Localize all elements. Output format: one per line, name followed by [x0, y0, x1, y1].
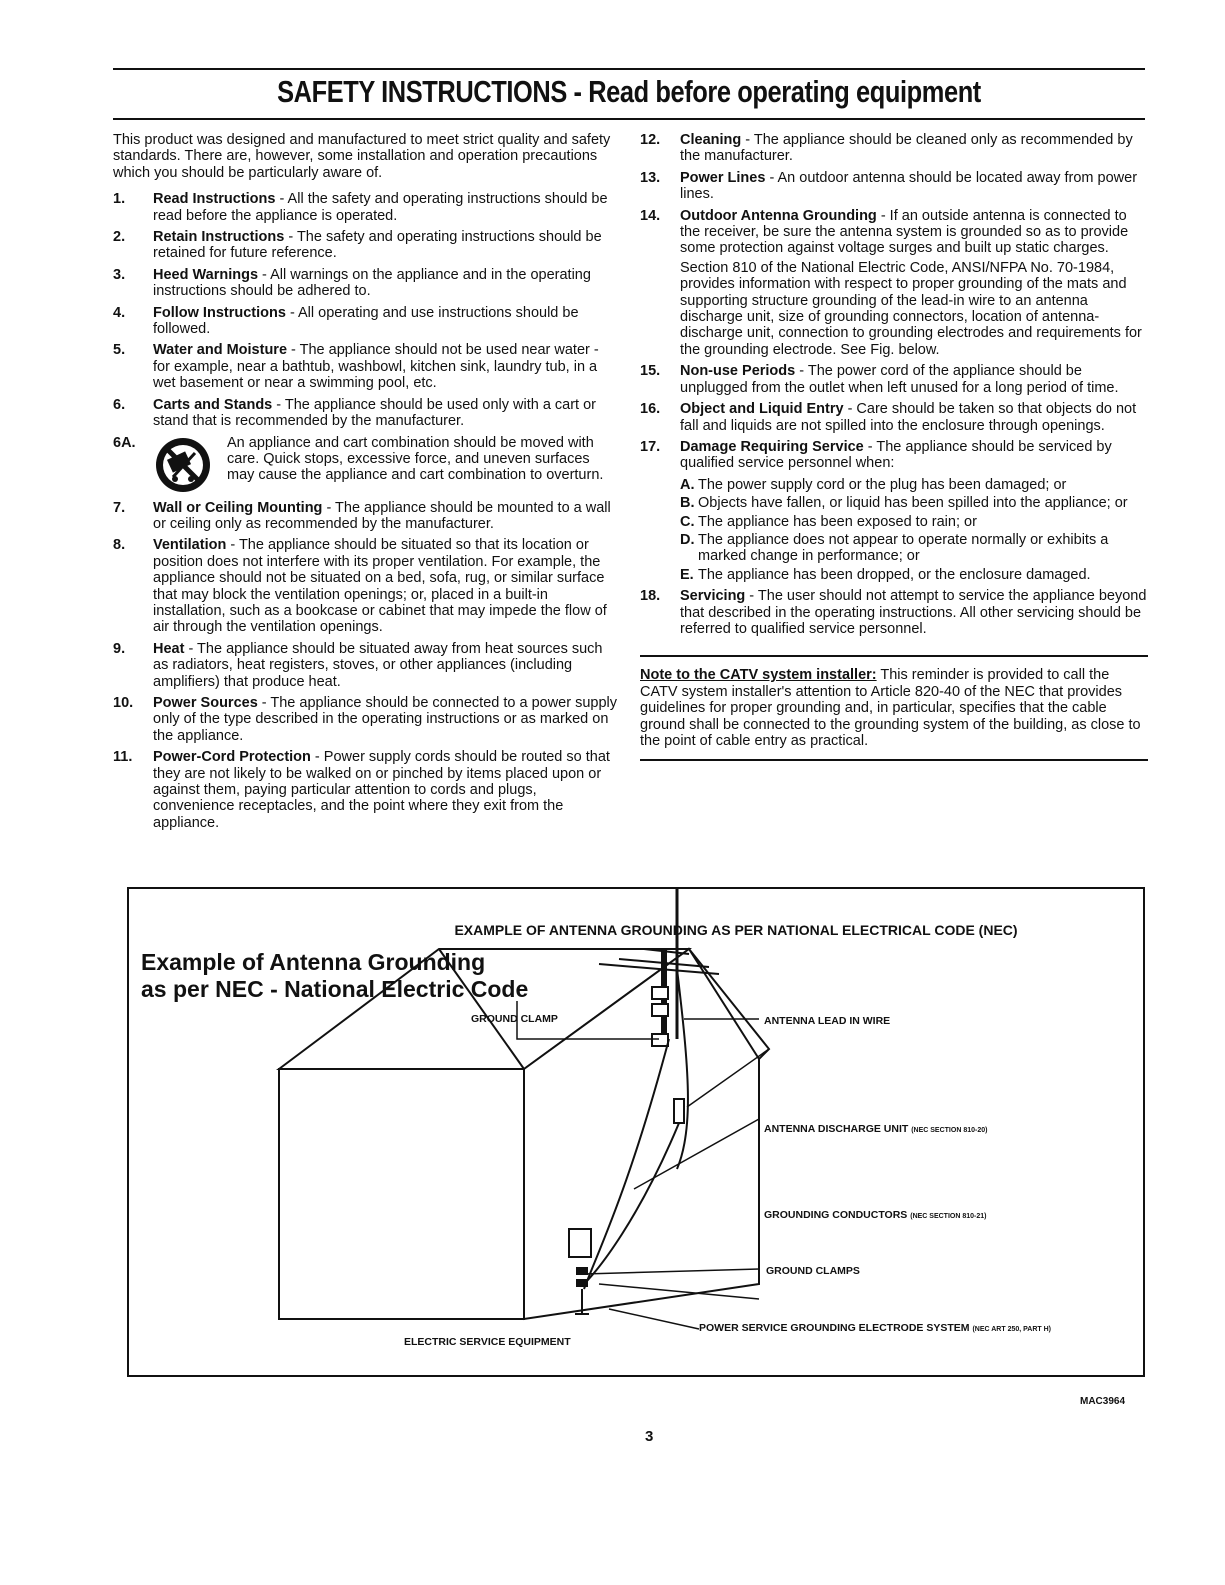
- item-number: 10.: [113, 694, 134, 711]
- item-number: 13.: [640, 169, 661, 186]
- instruction-6a: [113, 435, 618, 495]
- instruction-list-4: [640, 363, 1148, 471]
- item-text: - The user should not attempt to service the appliance beyond that described in the operating instructions. All other servicing should be referred to qualified service personnel.: [680, 588, 1147, 637]
- item-number: 2.: [113, 229, 126, 246]
- item-term: Damage Requiring Service: [680, 438, 864, 455]
- instruction-list-1: [113, 191, 618, 429]
- item-number: 5.: [113, 342, 126, 359]
- title-bar: [113, 68, 1145, 120]
- catv-note: [640, 655, 1148, 761]
- sub-item: [680, 514, 1148, 530]
- instruction-item: [640, 170, 1148, 203]
- sub-text: Objects have fallen, or liquid has been spilled into the appliance; or: [698, 495, 1128, 512]
- item-term: Carts and Stands: [153, 396, 273, 413]
- antenna-grounding-diagram: [127, 887, 1145, 1377]
- item-term: Wall or Ceiling Mounting: [153, 499, 323, 516]
- item-text: Section 810 of the National Electric Code, ANSI/NFPA No. 70-1984, provides information with respect to proper grounding of the mats and supporting structure grounding of the lead-in wire to an antenna discharge unit, size of grounding connectors, location of antenna-discharge unit, connection to grounding electrodes and requirements for the grounding electrode. See Fig. below.: [680, 259, 1142, 358]
- label-grounding-electrode: [699, 1322, 1051, 1334]
- label-ref: (NEC ART 250, PART H): [972, 1326, 1051, 1333]
- sub-list: [680, 477, 1148, 583]
- instruction-list-2: [113, 500, 618, 832]
- item-text: - All operating and use instructions should be followed.: [153, 304, 579, 338]
- item-text: - The appliance should be mounted to a wall or ceiling only as recommended by the manufacturer.: [153, 499, 611, 532]
- item-text: - The appliance should be situated so that its location or position does not interfere with its proper ventilation. For example, the appliance should not be situated on a bed, sofa, rug, or similar surface that may block the ventilation openings; or, placed in a built-in installation, such as a bookcase or cabinet that may impede the flow of air through the ventilation openings.: [153, 537, 607, 636]
- item-term: Power Sources: [153, 694, 258, 711]
- item-term: Water and Moisture: [153, 342, 288, 359]
- item-term: Ventilation: [153, 537, 227, 554]
- item-text: - The appliance should not be used near water - for example, near a bathtub, washbowl, kitchen sink, laundry tub, in a wet basement or near a swimming pool, etc.: [153, 342, 599, 392]
- item-term: Cleaning: [680, 132, 742, 148]
- item-number: 11.: [113, 749, 133, 766]
- sub-letter: E.: [680, 566, 694, 583]
- note-lead: Note to the CATV system installer:: [640, 667, 877, 684]
- label-ground-clamps: GROUND CLAMPS: [766, 1265, 860, 1277]
- item-term: Power Lines: [680, 169, 766, 186]
- item-term: Non-use Periods: [680, 363, 796, 380]
- instruction-item: [113, 500, 618, 533]
- item-text: - The appliance should be cleaned only as recommended by the manufacturer.: [680, 132, 1133, 165]
- sub-text: The power supply cord or the plug has been damaged; or: [698, 476, 1067, 493]
- item-number: 15.: [640, 363, 661, 380]
- sub-letter: A.: [680, 476, 695, 493]
- right-column: [640, 132, 1148, 761]
- item-text: - The appliance should be used only with a cart or stand that is recommended by the manufacturer.: [153, 396, 597, 430]
- label-ref: (NEC SECTION 810-20): [911, 1127, 988, 1134]
- instruction-item: [113, 342, 618, 391]
- item-number: 6.: [113, 396, 126, 413]
- diagram-title-line-2: as per NEC - National Electric Code: [141, 976, 529, 1002]
- instruction-18: [640, 588, 1148, 637]
- label-grounding-conductors: [764, 1209, 986, 1221]
- item-text: - The appliance should be connected to a power supply only of the type described in the operating instructions or as marked on the appliance.: [153, 694, 618, 744]
- item-term: Retain Instructions: [153, 229, 285, 246]
- item-number: 14.: [640, 207, 661, 224]
- item-term: Heed Warnings: [153, 266, 259, 283]
- item-number: 17.: [640, 438, 661, 455]
- instruction-item: [113, 191, 618, 224]
- item-term: Object and Liquid Entry: [680, 401, 844, 418]
- instruction-item: [640, 132, 1148, 165]
- item-term: Servicing: [680, 588, 746, 605]
- item-text: - Power supply cords should be routed so that they are not likely to be walked on or pinched by items placed upon or against them, paying particular attention to cords and plugs, convenience receptacles, and the point where they exit from the appliance.: [153, 749, 610, 831]
- label-ground-clamp: GROUND CLAMP: [471, 1013, 558, 1025]
- item-text: - The appliance should be serviced by qualified service personnel when:: [680, 438, 1112, 472]
- item-text: An appliance and cart combination should be moved with care. Quick stops, excessive force, and uneven surfaces may cause the appliance and cart combination to overturn.: [227, 434, 604, 484]
- instruction-item: [113, 641, 618, 690]
- instruction-item: [113, 537, 618, 635]
- item-text: - All warnings on the appliance and in the operating instructions should be adhered to.: [153, 266, 591, 300]
- diagram-title: [141, 949, 528, 1003]
- label-discharge-unit: [764, 1123, 987, 1135]
- instruction-item: [113, 749, 618, 831]
- item-term: Power-Cord Protection: [153, 749, 311, 766]
- note-text: This reminder is provided to call the CATV system installer's attention to Article 820-40 of the NEC that provides guidelines for proper grounding and, in particular, specifies that the cable ground shall be connected to the grounding system of the building, as close to the point of cable entry as practical.: [640, 667, 1141, 749]
- diagram-title-line-1: Example of Antenna Grounding: [141, 949, 486, 975]
- instruction-item: [113, 305, 618, 338]
- item-term: Outdoor Antenna Grounding: [680, 207, 877, 224]
- figure-code: MAC3964: [1080, 1396, 1126, 1407]
- item-term: Heat: [153, 640, 185, 657]
- instruction-17-subs: [640, 477, 1148, 583]
- sub-letter: D.: [680, 531, 695, 548]
- item-term: Follow Instructions: [153, 304, 286, 321]
- label-text: ANTENNA DISCHARGE UNIT: [764, 1123, 909, 1135]
- instruction-item: [113, 397, 618, 430]
- sub-text: The appliance does not appear to operate normally or exhibits a marked change in performance; or: [698, 531, 1109, 565]
- instruction-item: [113, 229, 618, 262]
- item-text: - The appliance should be situated away from heat sources such as radiators, heat registers, stoves, or other appliances (including amplifiers) that produce heat.: [153, 640, 603, 690]
- sub-item: [680, 477, 1148, 493]
- page-number: 3: [645, 1428, 654, 1445]
- left-column: [113, 132, 618, 836]
- item-number: 3.: [113, 266, 126, 283]
- instruction-14-extra: [640, 260, 1148, 358]
- label-text: POWER SERVICE GROUNDING ELECTRODE SYSTEM: [699, 1322, 970, 1334]
- instruction-list-3: [640, 132, 1148, 257]
- label-electric-service: ELECTRIC SERVICE EQUIPMENT: [404, 1336, 571, 1348]
- cart-warning-row: [153, 435, 618, 495]
- page-title: SAFETY INSTRUCTIONS - Read before operating equipment: [277, 74, 981, 109]
- instruction-item: [640, 208, 1148, 257]
- sub-letter: B.: [680, 495, 695, 512]
- label-ref: (NEC SECTION 810-21): [910, 1213, 987, 1220]
- item-text: - The power cord of the appliance should be unplugged from the outlet when left unused for a long period of time.: [680, 363, 1119, 396]
- item-number: 12.: [640, 132, 661, 148]
- item-text: - All the safety and operating instructions should be read before the appliance is operated.: [153, 191, 608, 224]
- intro-paragraph: This product was designed and manufactured to meet strict quality and safety standards. There are, however, some installation and operation precautions which you should be particularly aware of.: [113, 132, 611, 181]
- diagram-heading: EXAMPLE OF ANTENNA GROUNDING AS PER NATIONAL ELECTRICAL CODE (NEC): [454, 922, 1018, 938]
- label-text: GROUNDING CONDUCTORS: [764, 1209, 908, 1221]
- item-number: 9.: [113, 640, 126, 657]
- item-number: 6A.: [113, 434, 136, 451]
- label-lead-in-wire: ANTENNA LEAD IN WIRE: [764, 1015, 891, 1027]
- instruction-item: [640, 439, 1148, 472]
- instruction-item: [113, 695, 618, 744]
- item-number: 1.: [113, 191, 126, 208]
- sub-item: [680, 495, 1148, 511]
- item-number: 18.: [640, 588, 661, 605]
- item-number: 8.: [113, 537, 126, 554]
- item-number: 4.: [113, 304, 126, 321]
- sub-letter: C.: [680, 513, 695, 530]
- item-number: 7.: [113, 499, 126, 516]
- item-text: - If an outside antenna is connected to the receiver, be sure the antenna system is grounded so as to provide some protection against voltage surges and built up static charges.: [680, 207, 1129, 257]
- instruction-item: [640, 363, 1148, 396]
- cart-tip-over-icon: [153, 435, 215, 495]
- instruction-item: [640, 401, 1148, 434]
- sub-text: The appliance has been exposed to rain; or: [698, 513, 977, 530]
- item-text: - An outdoor antenna should be located away from power lines.: [680, 169, 1138, 203]
- item-number: 16.: [640, 401, 661, 418]
- sub-item: [680, 567, 1148, 583]
- sub-text: The appliance has been dropped, or the enclosure damaged.: [698, 566, 1091, 583]
- sub-item: [680, 532, 1148, 565]
- instruction-item: [113, 267, 618, 300]
- item-text: - Care should be taken so that objects do not fall and liquids are not spilled into the enclosure through openings.: [680, 401, 1137, 434]
- item-text: - The safety and operating instructions should be retained for future reference.: [153, 229, 602, 262]
- item-term: Read Instructions: [153, 191, 276, 208]
